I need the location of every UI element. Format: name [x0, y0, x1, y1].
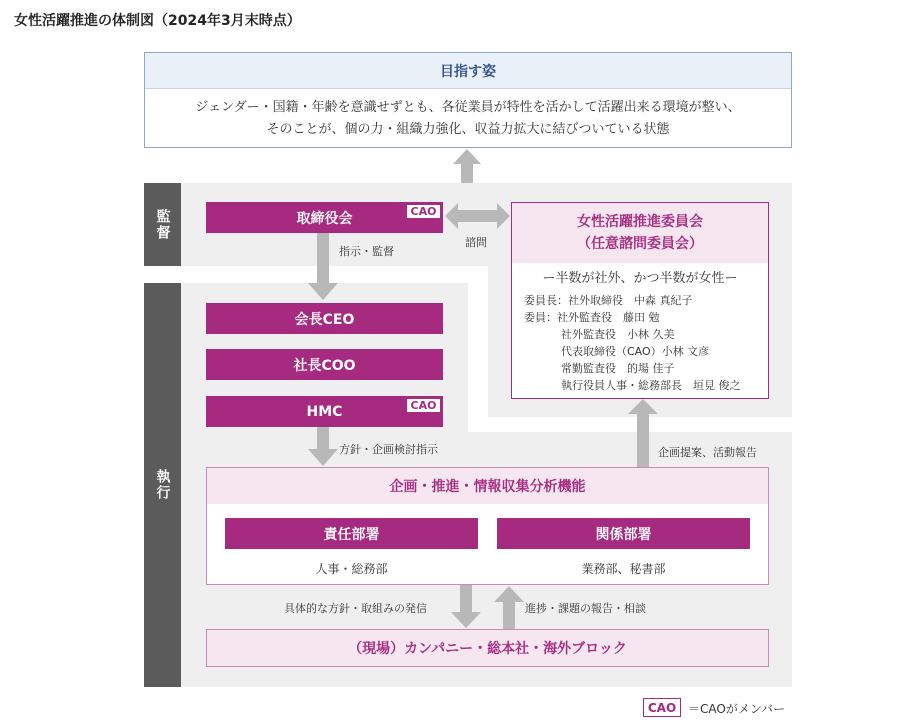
- responsible-dept: 責任部署: [225, 518, 478, 549]
- progress-report-label: 進捗・課題の報告・相談: [525, 602, 646, 615]
- committee-member: 委員：社外監査役 藤田 勉: [524, 311, 660, 324]
- arrow-field-to-planning: [494, 586, 524, 630]
- committee-member: 執行役員人事・総務部長 垣見 俊之: [561, 379, 741, 392]
- responsible-dept-names: 人事・総務部: [315, 562, 388, 576]
- committee-subtitle: （任意諮問委員会）: [577, 236, 703, 252]
- committee-member: 社外監査役 小林 久美: [561, 328, 675, 341]
- legend-cao-badge: CAO: [643, 698, 681, 717]
- legend-text: ＝CAOがメンバー: [688, 702, 785, 716]
- policy-instruction-label: 方針・企画検討指示: [339, 443, 438, 456]
- hmc-cao-badge: CAO: [406, 398, 441, 413]
- vision-line-1: ジェンダー・国籍・年齢を意識せずとも、各従業員が特性を活かして活躍出来る環境が整い、: [195, 100, 741, 115]
- board-cao-badge: CAO: [406, 204, 441, 219]
- supervision-label: 監督: [144, 183, 181, 266]
- arrow-planning-to-committee: [628, 399, 658, 467]
- committee-heading: [512, 203, 768, 263]
- arrow-hmc-to-planning: [308, 427, 338, 466]
- committee-composition: ー半数が社外、かつ半数が女性ー: [542, 271, 738, 286]
- arrow-up-to-vision: [453, 149, 481, 183]
- page-title: 女性活躍推進の体制図（2024年3月末時点）: [14, 13, 301, 29]
- planning-heading: 企画・推進・情報収集分析機能: [207, 468, 768, 504]
- committee-member: 常勤監査役 的場 佳子: [561, 362, 675, 375]
- arrow-planning-to-field: [451, 585, 481, 628]
- committee-title: 女性活躍推進委員会: [577, 214, 703, 230]
- board-of-directors: 取締役会: [206, 202, 443, 233]
- vision-line-2: そのことが、個の力・組織力強化、収益力拡大に結びついている状態: [266, 122, 670, 137]
- president-coo: 社長COO: [206, 349, 443, 380]
- field-organizations: （現場）カンパニー・総本社・海外ブロック: [206, 629, 769, 667]
- policy-dispatch-label: 具体的な方針・取組みの発信: [284, 602, 427, 615]
- related-dept-names: 業務部、秘書部: [581, 562, 666, 576]
- hmc: HMC: [206, 396, 443, 427]
- related-dept: 関係部署: [497, 518, 750, 549]
- planning-function-box: [206, 467, 769, 585]
- arrow-consult-double: [445, 203, 510, 229]
- proposal-report-label: 企画提案、活動報告: [658, 446, 757, 459]
- committee-box: [511, 202, 769, 399]
- committee-member: 委員長：社外取締役 中森 真紀子: [524, 294, 693, 307]
- vision-heading: 目指す姿: [145, 53, 791, 89]
- committee-member: 代表取締役（CAO）小林 文彦: [561, 345, 710, 358]
- chairman-ceo: 会長CEO: [206, 303, 443, 334]
- consult-label: 諮問: [465, 236, 487, 249]
- execution-label: 執行: [144, 283, 181, 687]
- instruct-supervise-label: 指示・監督: [339, 245, 394, 258]
- arrow-board-to-ceo: [308, 233, 338, 300]
